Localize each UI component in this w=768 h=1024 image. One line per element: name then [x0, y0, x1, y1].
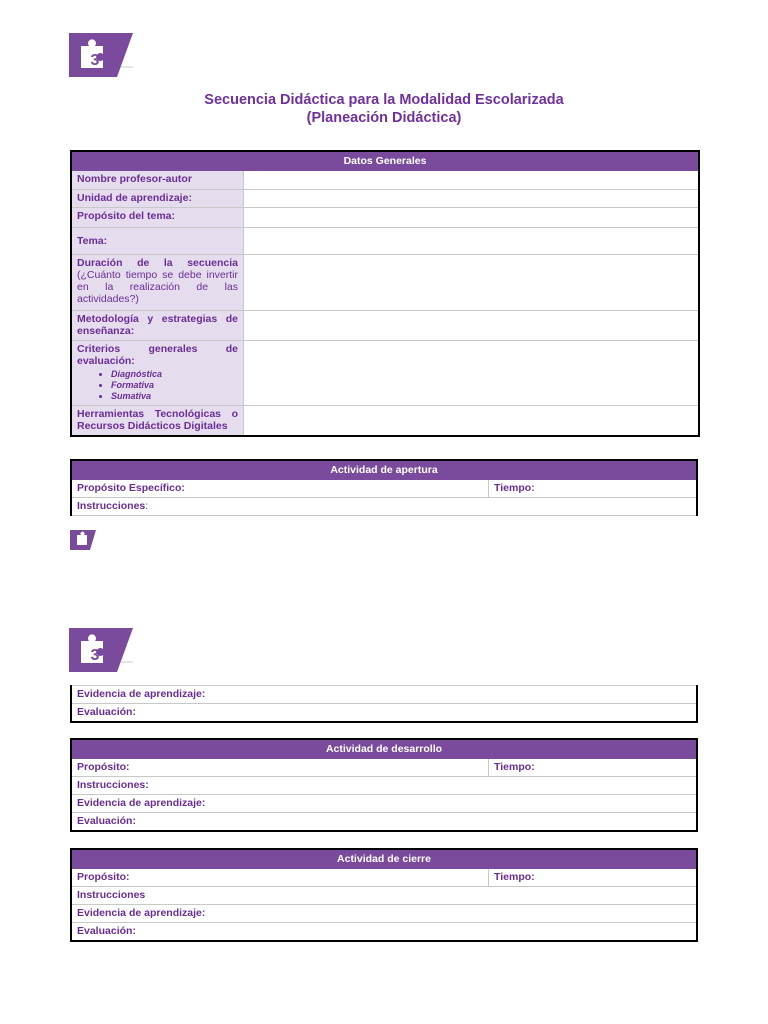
apertura-header: Actividad de apertura — [71, 460, 697, 480]
list-item: • Sumativa — [111, 391, 238, 402]
duracion-note: (¿Cuánto tiempo se debe invertir en la realización de las actividades?) — [77, 269, 238, 305]
label-herramientas: Herramientas Tecnológicas o Recursos Didácticos Digitales — [71, 406, 244, 436]
datos-generales-table — [70, 150, 700, 437]
label-tema: Tema: — [71, 228, 244, 255]
field-duracion[interactable] — [244, 255, 700, 311]
field-metodologia[interactable] — [244, 311, 700, 341]
field-tema[interactable] — [244, 228, 700, 255]
desarrollo-instrucciones[interactable]: Instrucciones: — [71, 777, 697, 795]
puzzle-logo-icon — [69, 628, 133, 672]
desarrollo-tiempo[interactable]: Tiempo: — [489, 759, 698, 777]
apertura-table — [70, 459, 698, 516]
title-line-2: (Planeación Didáctica) — [306, 110, 462, 126]
label-unidad: Unidad de aprendizaje: — [71, 190, 244, 208]
label-duracion — [71, 255, 244, 311]
evaluation-types-list — [77, 369, 238, 402]
field-criterios[interactable] — [244, 341, 700, 406]
cierre-tiempo[interactable]: Tiempo: — [489, 869, 698, 887]
apertura-tiempo[interactable]: Tiempo: — [489, 480, 698, 498]
puzzle-logo-icon — [69, 33, 133, 77]
label-proposito-tema: Propósito del tema: — [71, 208, 244, 228]
desarrollo-table — [70, 738, 698, 832]
desarrollo-header: Actividad de desarrollo — [71, 739, 697, 759]
cierre-instrucciones[interactable]: Instrucciones — [71, 887, 697, 905]
label-metodologia: Metodología y estrategias de enseñanza: — [71, 311, 244, 341]
apertura-evaluacion[interactable]: Evaluación: — [71, 704, 697, 722]
cierre-table — [70, 848, 698, 942]
footer-logo-icon — [70, 530, 96, 550]
apertura-proposito[interactable]: Propósito Específico: — [71, 480, 489, 498]
page-title — [0, 91, 768, 127]
instrucciones-label: Instrucciones — [77, 500, 146, 512]
field-unidad[interactable] — [244, 190, 700, 208]
title-line-1: Secuencia Didáctica para la Modalidad Escolarizada — [204, 92, 564, 108]
cierre-header: Actividad de cierre — [71, 849, 697, 869]
label-nombre-profesor: Nombre profesor-autor — [71, 171, 244, 190]
field-herramientas[interactable] — [244, 406, 700, 436]
svg-text:3: 3 — [90, 647, 100, 664]
datos-generales-header: Datos Generales — [71, 151, 699, 171]
svg-text:3: 3 — [90, 52, 100, 69]
field-proposito-tema[interactable] — [244, 208, 700, 228]
apertura-evidencia[interactable]: Evidencia de aprendizaje: — [71, 686, 697, 704]
cierre-proposito[interactable]: Propósito: — [71, 869, 489, 887]
desarrollo-evidencia[interactable]: Evidencia de aprendizaje: — [71, 795, 697, 813]
field-nombre-profesor[interactable] — [244, 171, 700, 190]
apertura-continuation-table — [70, 685, 698, 723]
list-item: • Formativa — [111, 380, 238, 391]
list-item: • Diagnóstica — [111, 369, 238, 380]
duracion-label-text: Duración de la secuencia — [77, 257, 238, 269]
desarrollo-evaluacion[interactable]: Evaluación: — [71, 813, 697, 831]
criterios-label-text: Criterios generales de evaluación: — [77, 343, 238, 367]
cierre-evaluacion[interactable]: Evaluación: — [71, 923, 697, 941]
apertura-instrucciones[interactable] — [71, 498, 697, 516]
label-criterios — [71, 341, 244, 406]
desarrollo-proposito[interactable]: Propósito: — [71, 759, 489, 777]
cierre-evidencia[interactable]: Evidencia de aprendizaje: — [71, 905, 697, 923]
instrucciones-suffix: : — [145, 500, 149, 512]
